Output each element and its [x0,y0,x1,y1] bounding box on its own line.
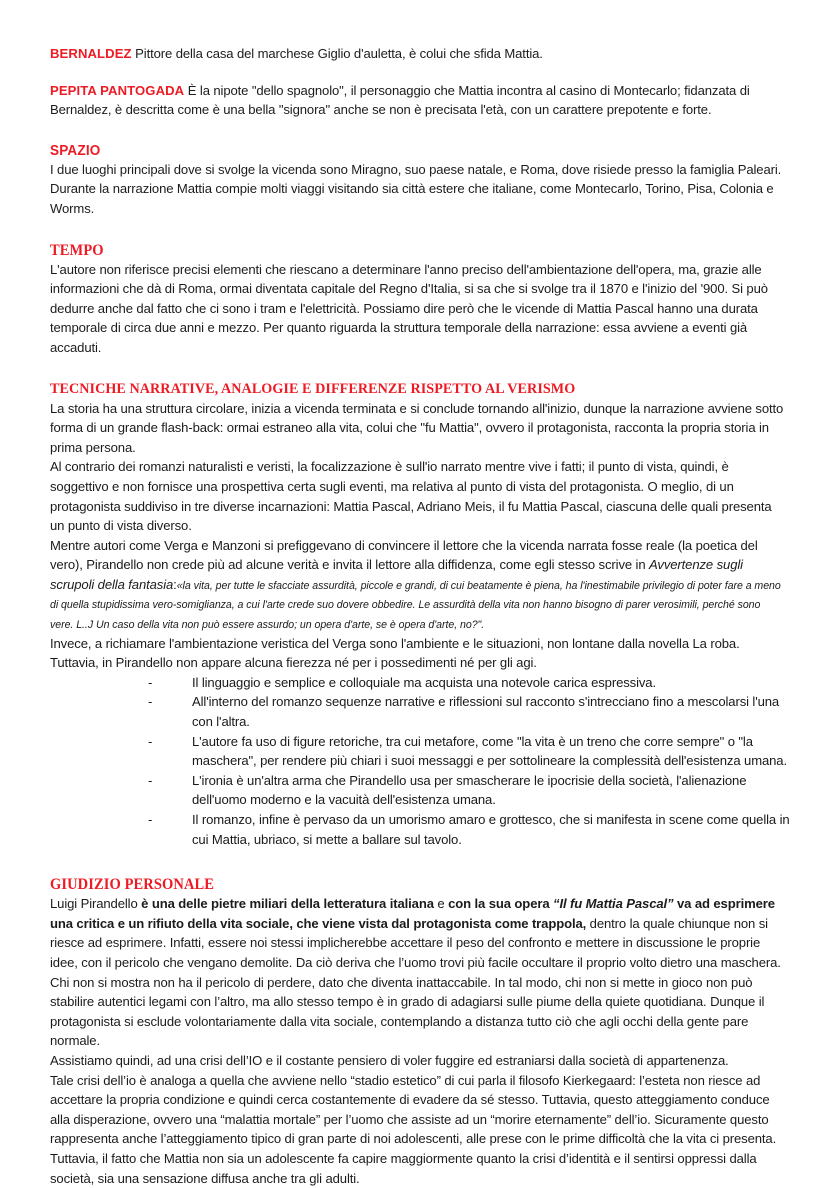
list-item-text: Il linguaggio e semplice e colloquiale ma acquista una notevole carica espressiva. [192,674,656,690]
section-heading-spazio: SPAZIO [50,142,101,159]
giudizio-seg-4-bold: con la sua opera [448,896,554,912]
tecniche-p3-colon: : [173,576,177,592]
list-item [148,692,794,731]
section-body-tempo: L'autore non riferisce precisi elementi che riescano a determinare l'anno preciso dell'ambientazione dell'opera, ma, grazie alle informazioni che dà di Roma, ormai diventata capitale del Regno d'Italia, si sa che si svolge tra il 1870 e l'inizio del '900. Si può dedurre anche dal fatto che ci sono i tram e l'elettricità. Possiamo dire però che le vicende di Mattia Pascal hanno una durata temporale di circa due anni e mezzo. Per quanto riguarda la struttura temporale della narrazione: essa avviene a eventi già accaduti. [50,261,768,355]
spacer [50,64,794,81]
section-heading-tempo: TEMPO [50,241,104,259]
giudizio-paragraph-3: Tale crisi dell’io è analoga a quella che avviene nello “stadio estetico” di cui parla il filosofo Kierkegaard: l’esteta non riesce ad accettare la propria condizione e quindi cerca costantemente di evadere da sé stesso. Tuttavia, questo atteggiamento conduce alla disperazione, ovvero una “malattia mortale” per l’uomo che assiste ad un “morire eternamente” dell’io. Sicuramente questo rappresenta anche l’atteggiamento tipico di gran parte di noi adolescenti, alle prese con le prime difficoltà che la vita ci presenta. [50,1072,777,1147]
section-heading-tecniche-narrative: TECNICHE NARRATIVE, ANALOGIE E DIFFERENZE RISPETTO AL VERISMO [50,380,576,397]
tecniche-paragraph-5: Tuttavia, in Pirandello non appare alcuna fierezza né per i possedimenti né per gli agi. [50,655,537,671]
giudizio-seg-6-bold: va ad esprimere una critica e un rifiuto della vita sociale, che viene vista dal protagonista come trappola, [50,896,775,931]
work-title-avvertenze: Avvertenze sugli scrupoli della fantasia [50,557,743,592]
pirandello-quote: «la vita, per tutte le sfacciate assurdità, piccole e grandi, di cui beatamente è piena, ha l'inestimabile privilegio di poter fare a meno di quella stupidissima vero-somiglianza, a cui l'arte crede suo dovere obbedire. Le assurdità della vita non hanno bisogno di parer verosimili, perché sono vere. L..J Un caso della vita non può essere assurdo; un opera d'arte, se è opera d'arte, no?". [50,579,781,632]
giudizio-paragraph-4: Tuttavia, il fatto che Mattia non sia un adolescente fa capire maggiormente quanto la crisi d’identità e il sentirsi oppressi dalla società, sia una sensazione diffusa anche tra gli adulti. [50,1150,757,1186]
list-item-text: L'autore fa uso di figure retoriche, tra cui metafore, come "la vita è un treno che corre sempre" o "la maschera", per rendere più chiari i suoi messaggi e per sottolineare la complessità dell'esistenza umana. [192,733,787,769]
giudizio-seg-2-bold: è una delle pietre miliari della letteratura italiana [141,896,434,912]
tecniche-bullet-list [50,673,794,849]
bullet-marker-icon: - [148,694,153,710]
giudizio-seg-1: Luigi Pirandello [50,896,142,912]
work-title-il-fu-mattia-pascal: “Il fu Mattia Pascal” [553,896,674,912]
spacer [50,849,794,875]
giudizio-paragraph-1 [50,894,794,1051]
list-item-text: L'ironia è un'altra arma che Pirandello usa per smascherare le ipocrisie della società, l'alienazione dell'uomo moderno e la vacuità dell'esistenza umana. [192,772,747,808]
list-item [148,732,794,771]
tecniche-paragraph-2: Al contrario dei romanzi naturalisti e veristi, la focalizzazione è sull'io narrato mentre vive i fatti; il punto di vista, quindi, è soggettivo e non fornisce una prospettiva certa sugli eventi, ma relativa al punto di vista del protagonista. O meglio, di un protagonista suddiviso in tre diverse incarnazioni: Mattia Pascal, Adriano Meis, il fu Mattia Pascal, ciascuna delle quali presenta un punto di vista diverso. [50,459,772,534]
bullet-marker-icon: - [148,812,153,827]
bullet-marker-icon: - [148,772,153,788]
spacer [50,358,794,380]
character-name: PEPITA PANTOGADA [50,82,185,98]
list-item [148,810,794,849]
tecniche-p3-lead: Mentre autori come Verga e Manzoni si prefiggevano di convincere il lettore che la vicenda narrata fosse reale (la poetica del vero), Pirandello non crede più ad alcune verità e invita il lettore alla diffidenza, come egli stesso scrive in [50,537,758,573]
section-heading-giudizio-personale: GIUDIZIO PERSONALE [50,876,215,894]
character-description: Pittore della casa del marchese Giglio d'auletta, è colui che sfida Mattia. [131,46,543,61]
section-body-spazio: I due luoghi principali dove si svolge la vicenda sono Miragno, suo paese natale, e Roma, dove risiede presso la famiglia Paleari. Durante la narrazione Mattia compie molti viaggi visitando sia città estere che italiane, come Montecarlo, Torino, Pisa, Colonia e Worms. [50,161,782,216]
list-item [148,771,794,810]
list-item [148,673,794,693]
character-name: BERNALDEZ [50,46,132,61]
character-description: È la nipote "dello spagnolo", il personaggio che Mattia incontra al casino di Montecarlo; fidanzata di Bernaldez, è descritta come è una bella "signora" anche se non è precisata l'età, con un carattere prepotente e forte. [50,82,750,118]
tecniche-paragraph-4: Invece, a richiamare l'ambientazione veristica del Verga sono l'ambiente e le situazioni, non lontane dalla novella La roba. [50,635,740,651]
tecniche-paragraph-1: La storia ha una struttura circolare, inizia a vicenda terminata e si conclude tornando all'inizio, dunque la narrazione avviene sotto forma di un grande flash-back: ormai estraneo alla vita, colui che "fu Mattia", ovvero il protagonista, racconta la propria storia in prima persona. [50,400,784,455]
character-entry-pepita-pantogada [50,81,794,120]
list-item-text: Il romanzo, infine è pervaso da un umorismo amaro e grottesco, che si manifesta in scene come quella in cui Mattia, ubriaco, si mette a ballare sul tavolo. [192,812,790,847]
giudizio-paragraph-2: Assistiamo quindi, ad una crisi dell’IO e il costante pensiero di voler fuggire ed estraniarsi dalla società di appartenenza. [50,1052,729,1068]
character-entry-bernaldez [50,44,794,64]
giudizio-seg-7: dentro la quale chiunque non si riesce ad esprimere. Infatti, essere noi stessi implicherebbe accettare il peso del confronto e mettere in discussione le proprie idee, con il pericolo che vengano demolite. Da ciò deriva che l’uomo trovi più facile occultare il proprio volto dietro una maschera. Chi non si mostra non ha il pericolo di perdere, dato che diventa inattaccabile. In tal modo, chi non si mette in gioco non può stabilire autentici legami con l’altro, ma allo stesso tempo è in grado di adagiarsi sulle piume della quiete quotidiana. Dunque il protagonista si esclude volontariamente dalla vita sociale, contemplando a distanza tutto ciò che agli occhi della gente pare normale. [50,915,781,1049]
spacer [50,219,794,241]
list-item-text: All'interno del romanzo sequenze narrative e riflessioni sul racconto s'intrecciano fino a mescolarsi l'una con l'altra. [192,694,780,730]
tecniche-paragraph-3 [50,536,794,634]
bullet-marker-icon: - [148,674,153,690]
giudizio-seg-3: e [433,896,449,912]
spacer [50,120,794,142]
bullet-marker-icon: - [148,733,153,749]
